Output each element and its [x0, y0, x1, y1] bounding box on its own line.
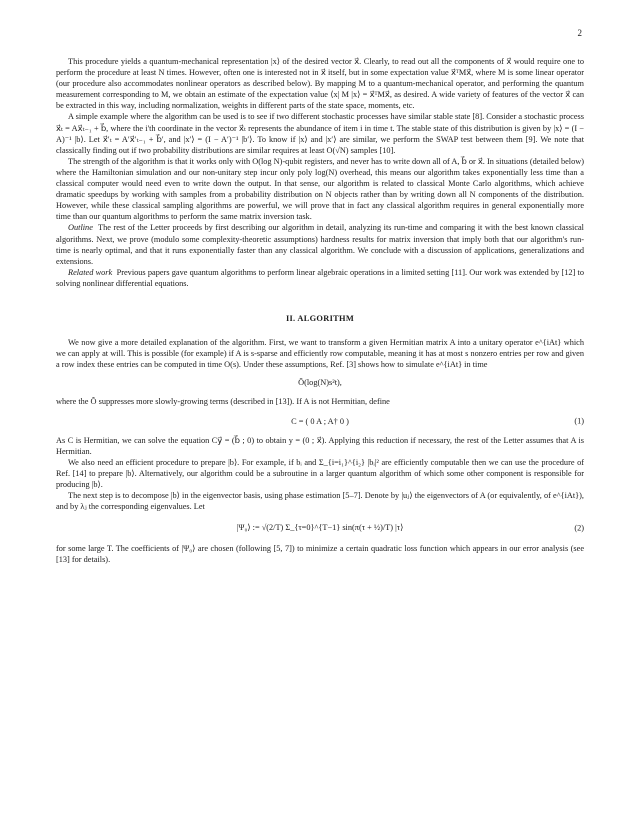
- paragraph-intro-2: A simple example where the algorithm can be used is to see if two different stochastic processes have similar stable state [8]. Consider a stochastic process x⃗ₜ = Ax⃗ₜ₋₁ + b⃗, where the i'th coordinate in the vector x⃗ₜ represents the abundance of item i in time t. The stable state of this distribution is given by |x⟩ = (I − A)⁻¹ |b⟩. Let x⃗′ₜ = A′x⃗′ₜ₋₁ + b⃗′, and |x′⟩ = (I − A′)⁻¹ |b′⟩. To know if |x⟩ and |x′⟩ are similar, we perform the SWAP test between them [9]. We note that classically finding out if two probability distributions are similar requires at least O(√N) samples [10].: [56, 112, 584, 155]
- equation-simulation-time: [56, 377, 584, 388]
- paragraph-algorithm-4: We also need an efficient procedure to prepare |b⟩. For example, if bᵢ and Σ_{i=i₁}^{i₂} |bᵢ|² are efficiently computable then we can use the procedure of Ref. [14] to prepare |b⟩. Alternatively, our algorithm could be a subroutine in a larger quantum algorithm of which some other component is responsible for producing |b⟩.: [56, 457, 584, 489]
- equation-2-body: |Ψ₀⟩ := √(2/T) Σ_{τ=0}^{T−1} sin(π(τ + ½)/T) |τ⟩: [236, 523, 404, 533]
- paragraph-intro-1: This procedure yields a quantum-mechanical representation |x⟩ of the desired vector x⃗. Clearly, to read out all the components of x⃗ would require one to perform the procedure at least N times. However, often one is interested not in x⃗ itself, but in some expectation value x⃗ᵀMx⃗, where M is some linear operator (our procedure also accommodates nonlinear operators as described below). By mapping M to a quantum-mechanical operator, and performing the quantum measurement corresponding to M, we obtain an estimate of the expectation value ⟨x| M |x⟩ = x⃗ᵀMx⃗, as desired. A wide variety of features of the vector x⃗ can be extracted in this way, including normalization, weights in different parts of the state space, moments, etc.: [56, 57, 584, 111]
- paragraph-related-work: [56, 267, 584, 289]
- section-heading: II. ALGORITHM: [285, 313, 355, 323]
- related-work-label: Related work: [68, 267, 113, 277]
- paragraph-intro-3: The strength of the algorithm is that it works only with O(log N)-qubit registers, and never has to write down all of A, b⃗ or x⃗. In situations (detailed below) where the Hamiltonian simulation and our non-unitary step incur only poly log(N) overhead, this means our algorithm takes exponentially less time than a classical computer would need even to write down the output. In that sense, our algorithm is related to classical Monte Carlo algorithms, which achieve dramatic speedups by working with samples from a probability distribution on N objects rather than by writing down all N components of the distribution. However, while these classical sampling algorithms are powerful, we will prove that in fact any classical algorithm requires in general exponentially more time than our quantum algorithms to perform the same matrix inversion task.: [56, 156, 584, 222]
- paragraph-algorithm-6: for some large T. The coefficients of |Ψ₀⟩ are chosen (following [5, 7]) to minimize a certain quadratic loss function which appears in our error analysis (see [13] for details).: [56, 544, 584, 565]
- paragraph-algorithm-3: As C is Hermitian, we can solve the equation Cy⃗ = (b⃗ ; 0) to obtain y = (0 ; x⃗). Applying this reduction if necessary, the rest of the Letter assumes that A is Hermitian.: [56, 435, 584, 456]
- equation-2: [56, 522, 584, 533]
- page-number: 2: [577, 28, 582, 38]
- paragraph-algorithm-1: We now give a more detailed explanation of the algorithm. First, we want to transform a given Hermitian matrix A into a unitary operator e^{iAt} which we can apply at will. This is possible (for example) if A is s-sparse and efficiently row computable, meaning it has at most s nonzero entries per row and given a row index these entries can be computed in time O(s). Under these assumptions, Ref. [3] shows how to simulate e^{iAt} in time: [56, 338, 584, 370]
- paragraph-algorithm-2: where the Õ suppresses more slowly-growing terms (described in [13]). If A is not Hermitian, define: [56, 397, 390, 407]
- equation-simulation-body: Õ(log(N)s²t),: [298, 378, 342, 388]
- paragraph-outline: [56, 222, 584, 266]
- equation-1: [56, 416, 584, 427]
- paper-body: [56, 56, 584, 566]
- equation-1-body: C = ( 0 A ; A† 0 ): [291, 416, 349, 426]
- related-work-text: Previous papers gave quantum algorithms to perform linear algebraic operations in a limited setting [11]. Our work was extended by [12] to solving nonlinear differential equations.: [56, 267, 584, 288]
- equation-2-number: (2): [574, 523, 584, 533]
- equation-1-number: (1): [574, 416, 584, 426]
- paragraph-algorithm-5: The next step is to decompose |b⟩ in the eigenvector basis, using phase estimation [5–7]. Denote by |uⱼ⟩ the eigenvectors of A (or equivalently, of e^{iAt}), and by λⱼ the corresponding eigenvalues. Let: [56, 491, 584, 512]
- outline-text: The rest of the Letter proceeds by first describing our algorithm in detail, analyzing its run-time and comparing it with the best known classical algorithms. Next, we prove (modulo some complexity-theoretic assumptions) hardness results for matrix inversion that imply both that our algorithm's run-time is nearly optimal, and that it runs exponentially faster than any classical algorithm. We conclude with a discussion of applications, generalizations and extensions.: [56, 223, 584, 266]
- outline-label: Outline: [68, 223, 93, 233]
